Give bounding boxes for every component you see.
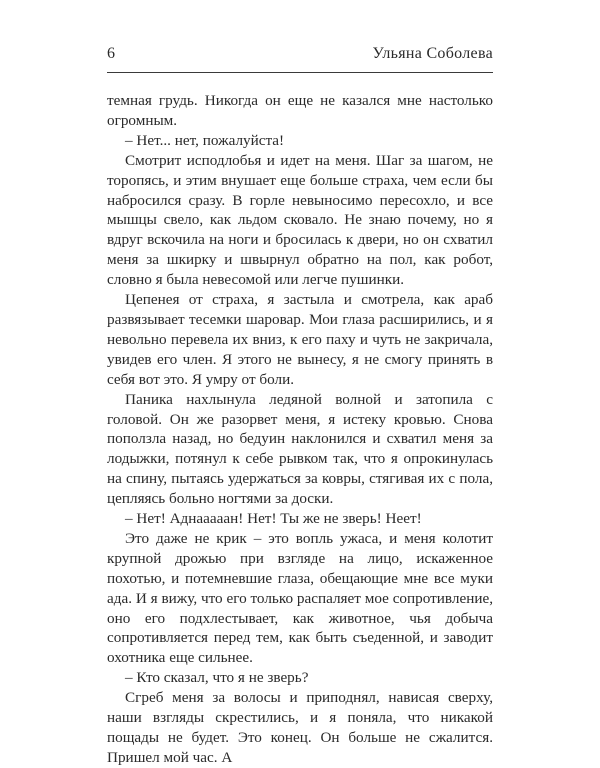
body-text	[107, 91, 493, 768]
dialogue-line: – Кто сказал, что я не зверь?	[125, 669, 309, 687]
dialogue-line: – Нет! Аднааааан! Нет! Ты же не зверь! Неет!	[125, 510, 422, 528]
running-header	[107, 44, 493, 73]
paragraph: Цепенея от страха, я застыла и смотрела, как араб развязывает тесемки шаровар. Мои глаза расширились, и я невольно перевела их вниз, к его паху и чуть не закричала, увидев его член. Я этого не вынесу, я не смогу принять в себя вот это. Я умру от боли.	[107, 291, 493, 388]
dialogue-line: – Нет... нет, пожалуйста!	[125, 131, 285, 149]
author-name: Ульяна Соболева	[372, 45, 493, 62]
paragraph: Смотрит исподлобья и идет на меня. Шаг за шагом, не торопясь, и этим внушает еще больше страха, чем если бы набросился сразу. В горле невыносимо пересохло, и все мышцы свело, как льдом сковало. Не знаю почему, но я вдруг вскочила на ноги и бросилась к двери, но он схватил меня за шкирку и швырнул обратно на пол, как робот, словно я была невесомой или легче пушинки.	[107, 151, 493, 289]
paragraph: Это даже не крик – это вопль ужаса, и меня колотит крупной дрожью при взгляде на лицо, искаженное похотью, и потемневшие глаза, обещающие мне все муки ада. И я вижу, что его только распаляет мое сопротивление, оно его подхлестывает, как животное, чья добыча сопротивляется перед тем, как быть съеденной, и заводит охотника еще сильнее.	[107, 529, 493, 667]
page-number: 6	[107, 45, 116, 62]
book-page	[107, 44, 493, 768]
paragraph: темная грудь. Никогда он еще не казался мне настолько огромным.	[107, 92, 493, 129]
paragraph: Паника нахлынула ледяной волной и затопила с головой. Он же разорвет меня, я истеку кровью. Снова поползла назад, но бедуин наклонился и схватил меня за лодыжки, потянул к себе рывком так, что я опрокинулась на спину, пытаясь удержаться за ковры, стягивая их с пола, цепляясь больно ногтями за доски.	[107, 390, 493, 508]
paragraph: Сгреб меня за волосы и приподнял, нависая сверху, наши взгляды скрестились, и я поняла, что никакой пощады не будет. Это конец. Он больше не сжалится. Пришел мой час. А	[107, 689, 493, 766]
